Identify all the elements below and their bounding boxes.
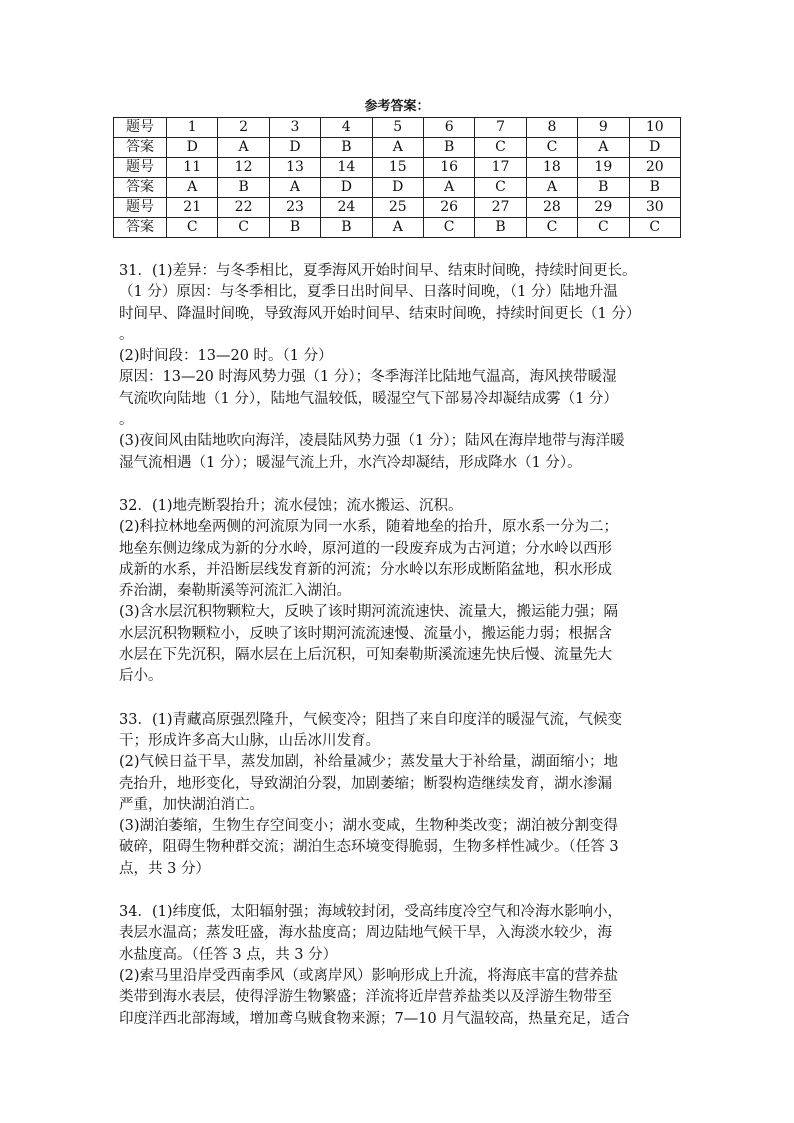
text-line: 成新的水系，并沿断层线发育新的河流；分水岭以东形成断陷盆地，积水形成 xyxy=(119,561,612,578)
table-cell: 27 xyxy=(475,198,526,218)
table-cell: 30 xyxy=(629,198,680,218)
table-cell: 21 xyxy=(167,198,218,218)
row-label: 答案 xyxy=(114,138,167,158)
table-cell: 6 xyxy=(423,118,474,138)
table-row xyxy=(114,158,681,178)
table-cell: 8 xyxy=(526,118,577,138)
table-row xyxy=(114,198,681,218)
row-label: 题号 xyxy=(114,198,167,218)
table-cell: A xyxy=(372,138,423,158)
text-line: 后小。 xyxy=(119,668,163,685)
table-cell: 29 xyxy=(578,198,629,218)
text-line: 表层水温高；蒸发旺盛，海水盐度高；周边陆地气候干旱，入海淡水较少，海 xyxy=(119,925,612,942)
text-line: 水层在下先沉积，隔水层在上后沉积，可知秦勒斯溪流速先快后慢、流量先大 xyxy=(119,647,612,664)
table-cell: C xyxy=(218,218,269,238)
text-line: 水盐度高。（任答 3 点，共 3 分） xyxy=(119,946,338,963)
table-row xyxy=(114,218,681,238)
table-cell: A xyxy=(269,178,320,198)
table-cell: B xyxy=(321,138,372,158)
answer-table xyxy=(113,117,681,238)
table-cell: C xyxy=(423,218,474,238)
question-answer-34 xyxy=(119,902,679,1030)
table-cell: 10 xyxy=(629,118,680,138)
row-label: 题号 xyxy=(114,158,167,178)
table-cell: D xyxy=(629,138,680,158)
text-line: 水层沉积物颗粒小，反映了该时期河流流速慢、流量小，搬运能力弱；根据含 xyxy=(119,625,612,642)
table-cell: A xyxy=(526,178,577,198)
table-cell: 12 xyxy=(218,158,269,178)
table-cell: B xyxy=(578,178,629,198)
table-cell: A xyxy=(578,138,629,158)
table-row xyxy=(114,178,681,198)
table-cell: C xyxy=(629,218,680,238)
text-line: 破碎，阻碍生物种群交流；湖泊生态环境变得脆弱，生物多样性减少。（任答 3 xyxy=(119,839,619,856)
table-cell: C xyxy=(167,218,218,238)
table-cell: 24 xyxy=(321,198,372,218)
table-cell: 23 xyxy=(269,198,320,218)
row-label: 题号 xyxy=(114,118,167,138)
text-line: 点，共 3 分） xyxy=(119,860,210,877)
text-line: 壳抬升，地形变化，导致湖泊分裂，加剧萎缩；断裂构造继续发育，湖水渗漏 xyxy=(119,775,612,792)
question-answer-33 xyxy=(119,710,679,880)
table-cell: D xyxy=(269,138,320,158)
table-cell: D xyxy=(167,138,218,158)
page-title: 参考答案： xyxy=(364,99,430,114)
table-cell: B xyxy=(269,218,320,238)
table-cell: 16 xyxy=(423,158,474,178)
table-cell: D xyxy=(321,178,372,198)
table-cell: A xyxy=(423,178,474,198)
table-cell: B xyxy=(218,178,269,198)
table-cell: 17 xyxy=(475,158,526,178)
table-cell: 25 xyxy=(372,198,423,218)
text-line: 33．(1)青藏高原强烈隆升，气候变冷；阻挡了来自印度洋的暖湿气流，气候变 xyxy=(119,711,622,728)
table-cell: C xyxy=(475,138,526,158)
table-cell: 19 xyxy=(578,158,629,178)
text-line: 印度洋西北部海域，增加鸢乌贼食物来源；7—10 月气温较高，热量充足，适合 xyxy=(119,1010,630,1027)
table-cell: 20 xyxy=(629,158,680,178)
table-cell: 4 xyxy=(321,118,372,138)
table-cell: 7 xyxy=(475,118,526,138)
text-line: 严重，加快湖泊消亡。 xyxy=(119,796,264,813)
text-line: (2)气候日益干旱，蒸发加剧，补给量减少；蒸发量大于补给量，湖面缩小；地 xyxy=(119,754,619,771)
table-cell: B xyxy=(475,218,526,238)
table-cell: B xyxy=(423,138,474,158)
text-line: (2)时间段：13—20 时。（1 分） xyxy=(119,348,333,365)
table-cell: A xyxy=(372,218,423,238)
text-line: 34．(1)纬度低，太阳辐射强；海域较封闭，受高纬度冷空气和冷海水影响小， xyxy=(119,904,622,921)
answer-explanations xyxy=(119,261,679,1052)
table-cell: B xyxy=(321,218,372,238)
text-line: 类带到海水表层，使得浮游生物繁盛；洋流将近岸营养盐类以及浮游生物带至 xyxy=(119,989,612,1006)
text-line: (2)索马里沿岸受西南季风（或离岸风）影响形成上升流，将海底丰富的营养盐 xyxy=(119,967,619,984)
text-line: （1 分）原因：与冬季相比，夏季日出时间早、日落时间晚，（1 分）陆地升温 xyxy=(119,284,618,301)
table-cell: D xyxy=(372,178,423,198)
table-cell: 28 xyxy=(526,198,577,218)
table-cell: C xyxy=(475,178,526,198)
text-line: 。 xyxy=(119,412,134,429)
table-cell: 5 xyxy=(372,118,423,138)
table-cell: 3 xyxy=(269,118,320,138)
table-cell: 14 xyxy=(321,158,372,178)
table-cell: 18 xyxy=(526,158,577,178)
table-row xyxy=(114,138,681,158)
text-line: (3)含水层沉积物颗粒大，反映了该时期河流流速快、流量大，搬运能力强；隔 xyxy=(119,604,619,621)
table-cell: 9 xyxy=(578,118,629,138)
table-cell: 15 xyxy=(372,158,423,178)
text-line: 地垒东侧边缘成为新的分水岭，原河道的一段废弃成为古河道；分水岭以西形 xyxy=(119,540,612,557)
text-line: 时间早、降温时间晚，导致海风开始时间早、结束时间晚，持续时间更长（1 分） xyxy=(119,305,641,322)
row-label: 答案 xyxy=(114,178,167,198)
table-cell: 13 xyxy=(269,158,320,178)
table-cell: A xyxy=(218,138,269,158)
text-line: (2)科拉林地垒两侧的河流原为同一水系，随着地垒的抬升，原水系一分为二； xyxy=(119,519,619,536)
question-answer-31 xyxy=(119,261,679,474)
table-cell: 2 xyxy=(218,118,269,138)
row-label: 答案 xyxy=(114,218,167,238)
text-line: (3)湖泊萎缩，生物生存空间变小；湖水变咸，生物种类改变；湖泊被分割变得 xyxy=(119,818,619,835)
table-cell: 26 xyxy=(423,198,474,218)
text-line: 干；形成许多高大山脉，山岳冰川发育。 xyxy=(119,732,380,749)
table-cell: 11 xyxy=(167,158,218,178)
text-line: 31．(1)差异：与冬季相比，夏季海风开始时间早、结束时间晚，持续时间更长。 xyxy=(119,263,637,279)
text-line: 湿气流相遇（1 分）；暖湿气流上升，水汽冷却凝结，形成降水（1 分）。 xyxy=(119,454,582,471)
table-cell: C xyxy=(578,218,629,238)
text-line: (3)夜间风由陆地吹向海洋，凌晨陆风势力强（1 分）；陆风在海岸地带与海洋暖 xyxy=(119,433,625,450)
table-cell: C xyxy=(526,218,577,238)
table-cell: C xyxy=(526,138,577,158)
text-line: 原因：13—20 时海风势力强（1 分）；冬季海洋比陆地气温高，海风挟带暖湿 xyxy=(119,369,617,386)
table-row xyxy=(114,118,681,138)
table-cell: A xyxy=(167,178,218,198)
text-line: 气流吹向陆地（1 分），陆地气温较低，暖湿空气下部易冷却凝结成雾（1 分） xyxy=(119,390,618,407)
text-line: 32．(1)地壳断裂抬升；流水侵蚀；流水搬运、沉积。 xyxy=(119,497,463,514)
question-answer-32 xyxy=(119,496,679,688)
table-cell: 1 xyxy=(167,118,218,138)
table-cell: 22 xyxy=(218,198,269,218)
table-cell: B xyxy=(629,178,680,198)
text-line: 乔治湖，秦勒斯溪等河流汇入湖泊。 xyxy=(119,583,351,600)
text-line: 。 xyxy=(119,326,134,343)
